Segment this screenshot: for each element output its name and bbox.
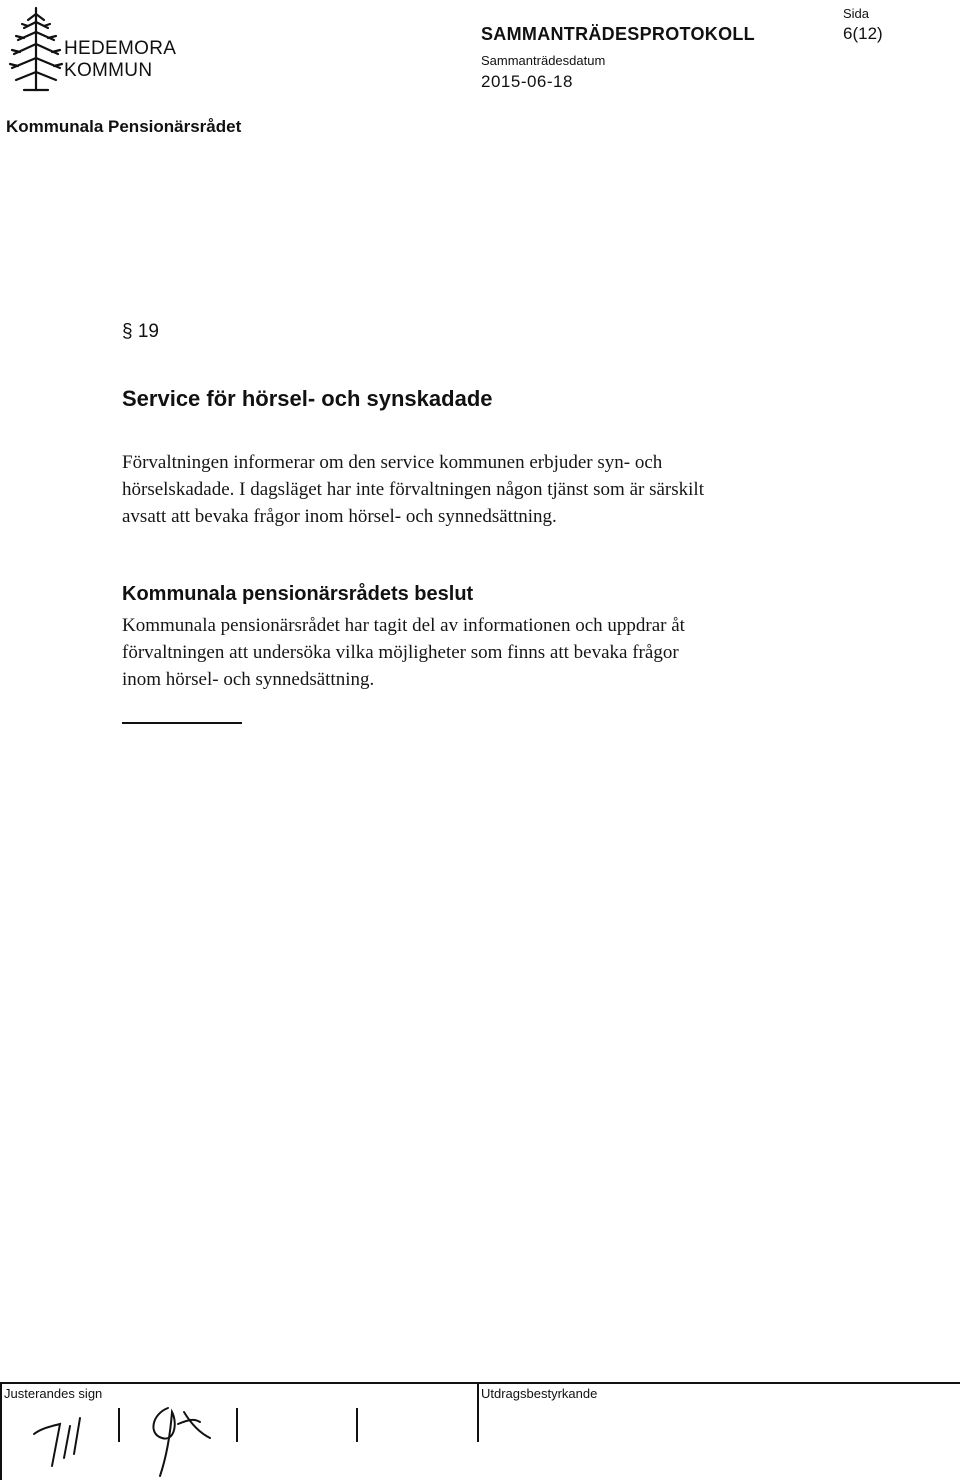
- municipality-logo: [6, 6, 246, 92]
- decision-heading: Kommunala pensionärsrådets beslut: [122, 583, 474, 605]
- logo-line-1: HEDEMORA: [64, 38, 177, 59]
- section-text: [122, 449, 842, 530]
- sign-box-divider: [356, 1408, 358, 1442]
- sign-box-divider: [118, 1408, 120, 1442]
- section-divider: [122, 722, 242, 724]
- document-type: SAMMANTRÄDESPROTOKOLL: [481, 24, 755, 44]
- handwritten-initials-1: [30, 1400, 110, 1470]
- text-line: Förvaltningen informerar om den service kommunen erbjuder syn- och: [122, 452, 663, 473]
- text-line: förvaltningen att undersöka vilka möjligheter som finns att bevaka frågor: [122, 642, 679, 663]
- footer-box-left: [0, 1382, 2, 1480]
- logo-line-2: KOMMUN: [64, 60, 153, 81]
- paragraph-number: § 19: [122, 321, 159, 342]
- justerandes-label: Justerandes sign: [4, 1386, 103, 1401]
- spruce-tree-icon: [6, 6, 64, 92]
- text-line: inom hörsel- och synnedsättning.: [122, 669, 375, 690]
- page-label: Sida: [843, 6, 870, 21]
- handwritten-initials-2: [140, 1398, 236, 1480]
- sign-box-divider: [236, 1408, 238, 1442]
- text-line: hörselskadade. I dagsläget har inte förvaltningen någon tjänst som är särskilt: [122, 479, 704, 500]
- text-line: avsatt att bevaka frågor inom hörsel- och synnedsättning.: [122, 506, 557, 527]
- utdrag-label: Utdragsbestyrkande: [481, 1386, 598, 1401]
- meeting-date: 2015-06-18: [481, 72, 573, 91]
- page-number: 6(12): [843, 24, 883, 43]
- section-title: Service för hörsel- och synskadade: [122, 386, 493, 411]
- body-name: Kommunala Pensionärsrådet: [6, 117, 242, 136]
- footer-rule: [0, 1382, 960, 1384]
- decision-text: [122, 612, 842, 693]
- date-label: Sammanträdesdatum: [481, 53, 606, 68]
- sign-box-divider: [477, 1384, 479, 1442]
- text-line: Kommunala pensionärsrådet har tagit del av informationen och uppdrar åt: [122, 615, 685, 636]
